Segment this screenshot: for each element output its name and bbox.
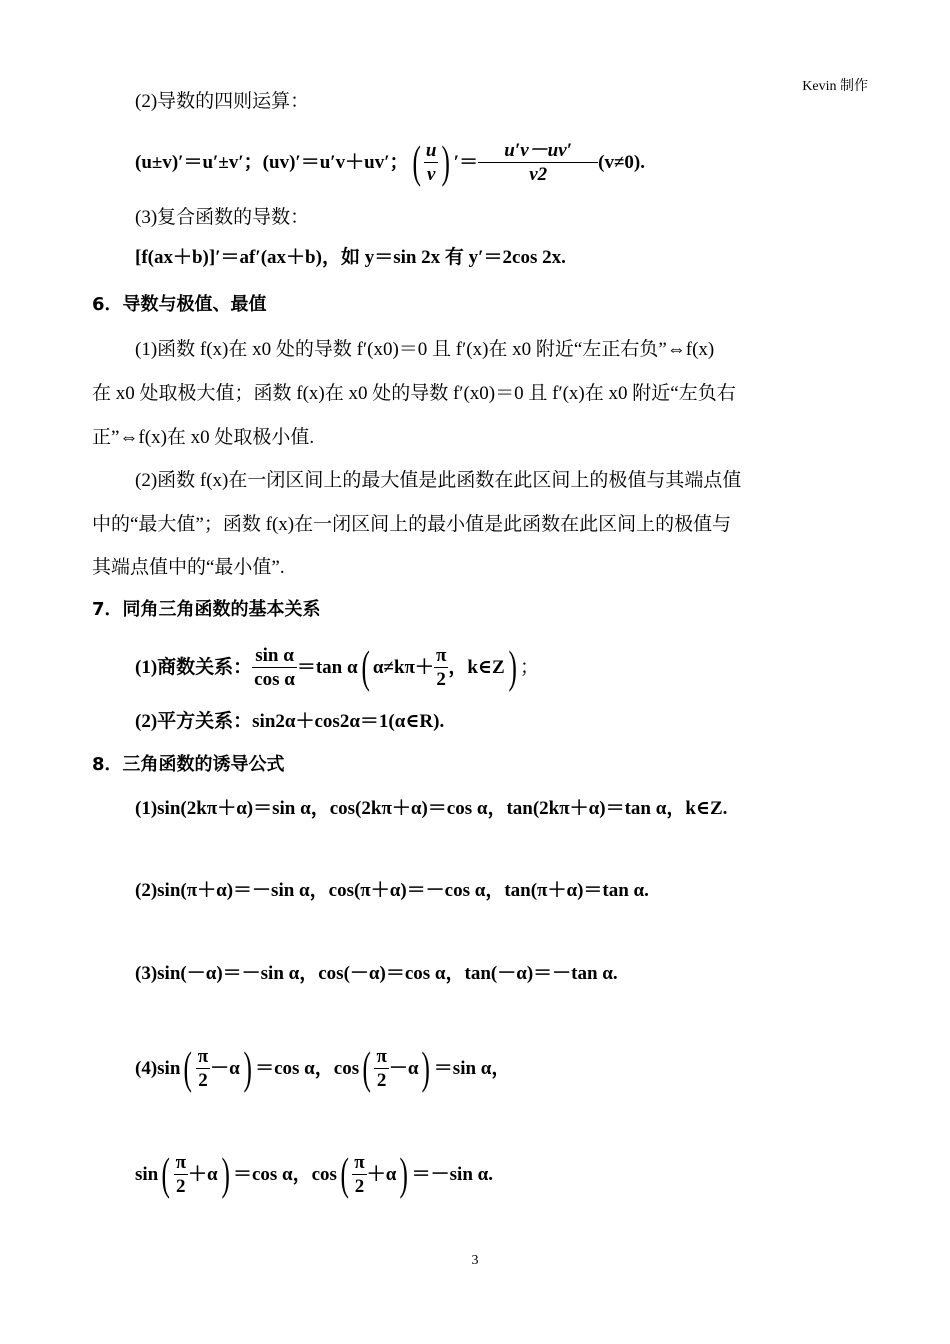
left-paren: ( xyxy=(412,135,421,187)
sec6-para2-line1: (2)函数 f(x)在一闭区间上的最大值是此函数在此区间上的极值与其端点值 xyxy=(135,470,742,491)
prime-equals: ′＝ xyxy=(453,151,479,173)
pi-over-two-fraction xyxy=(196,1047,210,1090)
quotient-relation xyxy=(135,640,539,694)
deriv-ops-formula xyxy=(135,134,645,190)
fraction-numerator: π xyxy=(175,1151,186,1173)
quotient-label: (1)商数关系： xyxy=(135,656,253,678)
f4-part-b: －α xyxy=(210,1057,240,1079)
right-paren: ) xyxy=(508,640,517,692)
pi-over-two-fraction xyxy=(174,1153,188,1196)
deriv-ops-title: (2)导数的四则运算： xyxy=(135,91,310,112)
right-paren: ) xyxy=(441,135,451,187)
left-paren: ( xyxy=(340,1147,349,1199)
section-8-title: 8．三角函数的诱导公式 xyxy=(92,754,285,775)
left-paren: ( xyxy=(362,1041,371,1093)
right-paren: ) xyxy=(221,1147,230,1199)
induction-formula-4 xyxy=(135,1040,510,1096)
sec6-para2-line2: 中的“最大值”；函数 f(x)在一闭区间上的最小值是此函数在此区间上的极值与 xyxy=(92,514,732,535)
formula-3-text: (3)sin(－α)＝－sin α，cos(－α)＝cos α，tan(－α)＝－tan α. xyxy=(135,963,618,984)
composite-formula xyxy=(135,248,566,267)
tan-alpha: ＝tan α xyxy=(296,656,358,678)
sec6-para2-line3: 其端点值中的“最小值”. xyxy=(92,557,285,578)
composite-formula-text: [f(ax＋b)]′＝af′(ax＋b)，如 y＝sin 2x 有 y′＝2cos 2x. xyxy=(135,247,566,268)
pi-over-two-fraction xyxy=(352,1153,366,1196)
induction-formula-3 xyxy=(135,964,618,983)
right-paren: ) xyxy=(399,1147,409,1199)
f5-part-b: ＋α xyxy=(188,1163,218,1185)
sin-over-cos-fraction xyxy=(252,646,297,689)
composite-title: (3)复合函数的导数： xyxy=(135,207,310,228)
fraction-denominator: 2 xyxy=(436,668,446,690)
fraction-numerator: π xyxy=(435,644,447,666)
f4-part-e: ＝sin α， xyxy=(433,1057,511,1079)
fraction-denominator: v xyxy=(426,163,436,185)
f5-part-c: ＝cos α，cos xyxy=(232,1163,337,1185)
fraction-denominator: v2 xyxy=(529,163,548,185)
fraction-denominator: 2 xyxy=(376,1069,387,1091)
f5-part-a: sin xyxy=(135,1163,159,1185)
fraction-denominator: 2 xyxy=(354,1175,365,1197)
fraction-numerator: π xyxy=(197,1045,209,1067)
induction-formula-1 xyxy=(135,799,727,818)
sec6-para1-line3: 正”⇔f(x)在 x0 处取极小值. xyxy=(92,427,315,448)
f5-part-d: ＋α xyxy=(366,1163,397,1185)
fraction-numerator: sin α xyxy=(252,646,297,668)
fraction-denominator: cos α xyxy=(254,668,295,690)
right-paren: ) xyxy=(421,1041,431,1093)
f4-part-d: －α xyxy=(388,1057,419,1079)
condition-part-b: ，k∈Z xyxy=(448,656,505,678)
induction-formula-5 xyxy=(135,1146,493,1202)
section-7-title: 7．同角三角函数的基本关系 xyxy=(92,599,321,620)
formula-1-text: (1)sin(2kπ＋α)＝sin α，cos(2kπ＋α)＝cos α，tan(2kπ＋α)＝tan α，k∈Z. xyxy=(135,798,728,819)
sec6-para1-line2: 在 x0 处取极大值；函数 f(x)在 x0 处的导数 f′(x0)＝0 且 f′(x)在 x0 附近“左负右 xyxy=(92,383,736,404)
condition-part-a: α≠kπ＋ xyxy=(372,656,434,678)
quotient-condition: (v≠0). xyxy=(598,151,645,173)
quotient-rule-fraction xyxy=(478,141,598,184)
left-paren: ( xyxy=(183,1041,193,1093)
f4-part-a: (4)sin xyxy=(135,1057,181,1079)
u-over-v-fraction xyxy=(424,141,439,184)
page-number: 3 xyxy=(471,1253,479,1268)
f4-part-c: ＝cos α，cos xyxy=(255,1057,360,1079)
square-relation-text: (2)平方关系：sin2α＋cos2α＝1(α∈R). xyxy=(135,711,445,732)
left-paren: ( xyxy=(361,640,370,692)
fraction-denominator: 2 xyxy=(198,1069,208,1091)
left-paren: ( xyxy=(161,1147,171,1199)
right-paren: ) xyxy=(243,1041,252,1093)
pi-over-two-fraction xyxy=(374,1047,388,1090)
pi-over-two-fraction xyxy=(434,646,448,689)
fraction-numerator: π xyxy=(376,1045,387,1067)
formula-2-text: (2)sin(π＋α)＝－sin α，cos(π＋α)＝－cos α，tan(π＋α)＝tan α. xyxy=(135,880,649,901)
square-relation xyxy=(135,712,444,731)
sec6-para1-line1: (1)函数 f(x)在 x0 处的导数 f′(x0)＝0 且 f′(x)在 x0 附近“左正右负”⇔f(x) xyxy=(135,339,715,360)
page-header-author: Kevin 制作 xyxy=(802,79,868,94)
deriv-ops-part1: (u±v)′＝u′±v′；(uv)′＝u′v＋uv′； xyxy=(135,151,409,173)
fraction-numerator: u′v－uv′ xyxy=(478,141,598,163)
f5-part-e: ＝－sin α. xyxy=(411,1163,493,1185)
section-6-title: 6．导数与极值、最值 xyxy=(92,294,267,315)
fraction-numerator: u xyxy=(425,139,437,161)
semicolon: ； xyxy=(520,656,540,678)
induction-formula-2 xyxy=(135,881,649,900)
fraction-numerator: π xyxy=(354,1151,365,1173)
fraction-denominator: 2 xyxy=(176,1175,186,1197)
